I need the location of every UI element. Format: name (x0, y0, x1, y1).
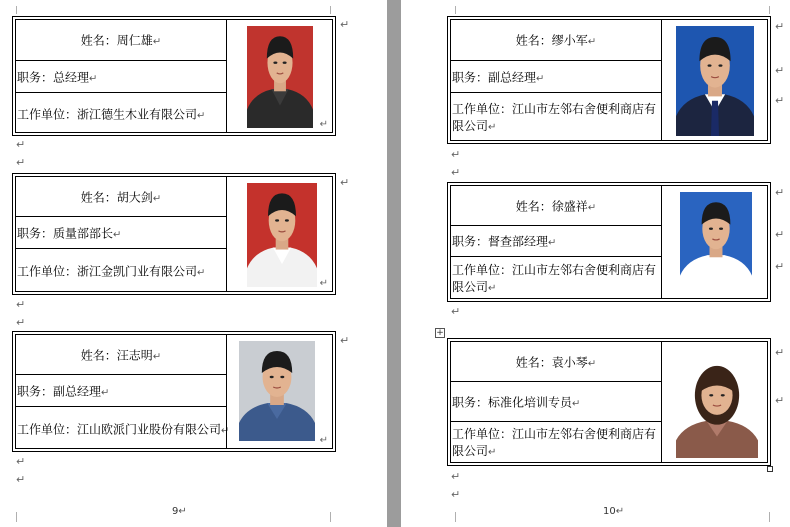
paragraph-mark: ↵ (587, 202, 597, 213)
cell-end-mark: ↵ (319, 119, 328, 130)
paragraph-mark: ↵ (488, 447, 497, 458)
cell-end-mark: ↵ (319, 435, 328, 446)
paragraph-mark: ↵ (152, 351, 162, 362)
paragraph-mark: ↵ (16, 316, 26, 329)
paragraph-mark: ↵ (16, 156, 26, 169)
person-duty[interactable]: 职务：标准化培训专员 (452, 395, 573, 409)
name-row (451, 186, 661, 226)
person-photo[interactable] (676, 360, 758, 458)
person-duty[interactable]: 职务：总经理 (17, 70, 90, 84)
document-page-10 (401, 0, 790, 527)
person-name[interactable]: 姓名：袁小琴 (515, 355, 588, 369)
person-unit[interactable]: 工作单位：江山市左邻右舍便利商店有限公司 (452, 427, 657, 458)
person-photo[interactable] (247, 183, 317, 287)
table-resize-handle[interactable] (767, 466, 773, 472)
eye-left (270, 376, 274, 378)
photo-cell (226, 20, 332, 132)
photo-cell (226, 177, 332, 291)
person-duty[interactable]: 职务：质量部部长 (17, 226, 114, 240)
eye-right (721, 394, 725, 396)
tie-shape (711, 101, 719, 136)
margin-corner-mark (449, 6, 456, 14)
person-photo[interactable] (680, 192, 752, 294)
paragraph-mark: ↵ (197, 267, 206, 279)
page-gap (387, 0, 401, 527)
photo-cell (661, 20, 767, 140)
paragraph-mark: ↵ (775, 64, 785, 77)
duty-row (16, 61, 226, 93)
paragraph-mark: ↵ (451, 305, 461, 318)
photo-cell (661, 186, 767, 298)
unit-row (16, 93, 226, 134)
document-page-9 (0, 0, 387, 527)
paragraph-mark: ↵ (340, 18, 350, 31)
margin-corner-mark (330, 512, 337, 522)
paragraph-mark: ↵ (775, 186, 785, 199)
unit-row (16, 407, 230, 450)
paragraph-mark: ↵ (775, 94, 785, 107)
name-row (451, 342, 661, 382)
duty-row (16, 217, 226, 249)
paragraph-mark: ↵ (775, 260, 785, 273)
margin-corner-mark (10, 6, 17, 14)
portrait-photo (680, 192, 752, 294)
profile-card (12, 331, 336, 452)
eye-right (719, 228, 723, 230)
name-row (16, 335, 226, 375)
margin-corner-mark (330, 6, 337, 14)
paragraph-mark: ↵ (775, 228, 785, 241)
paragraph-mark: ↵ (775, 346, 785, 359)
person-name[interactable]: 姓名：徐盛祥 (515, 199, 588, 213)
paragraph-mark: ↵ (775, 20, 785, 33)
person-unit[interactable]: 工作单位：江山欧派门业股份有限公司 (17, 422, 222, 436)
paragraph-mark: ↵ (488, 283, 497, 294)
paragraph-mark: ↵ (536, 73, 545, 84)
eye-right (718, 64, 722, 66)
profile-card (447, 182, 771, 302)
eye-right (280, 376, 284, 378)
eye-left (709, 228, 713, 230)
person-name[interactable]: 姓名：周仁雄 (80, 33, 153, 48)
paragraph-mark: ↵ (572, 398, 581, 409)
name-row (451, 20, 661, 61)
portrait-photo (239, 341, 315, 441)
person-photo[interactable] (676, 26, 754, 136)
paragraph-mark: ↵ (340, 334, 350, 347)
paragraph-mark: ↵ (197, 110, 206, 121)
paragraph-mark: ↵ (451, 148, 461, 161)
paragraph-mark: ↵ (16, 138, 26, 151)
margin-corner-mark (769, 512, 776, 522)
paragraph-mark: ↵ (16, 298, 26, 311)
paragraph-mark: ↵ (152, 193, 162, 204)
duty-row (451, 382, 661, 422)
paragraph-mark: ↵ (101, 387, 110, 398)
paragraph-mark: ↵ (89, 73, 98, 84)
margin-corner-mark (769, 6, 776, 14)
paragraph-mark: ↵ (178, 506, 187, 517)
profile-card (12, 173, 336, 295)
paragraph-mark: ↵ (587, 36, 597, 48)
person-name[interactable]: 姓名：汪志明 (80, 348, 153, 362)
profile-card (447, 16, 771, 144)
duty-row (451, 226, 661, 257)
paragraph-mark: ↵ (221, 425, 230, 436)
photo-cell (661, 342, 767, 462)
paragraph-mark: ↵ (615, 506, 625, 517)
paragraph-mark: ↵ (16, 473, 26, 486)
paragraph-mark: ↵ (16, 455, 26, 468)
profile-card (447, 338, 771, 466)
paragraph-mark: ↵ (451, 166, 461, 179)
paragraph-mark: ↵ (451, 488, 461, 501)
person-photo[interactable] (239, 341, 315, 441)
person-photo[interactable] (247, 26, 313, 128)
duty-row (451, 61, 661, 93)
person-duty[interactable]: 职务：副总经理 (17, 384, 102, 398)
paragraph-mark: ↵ (548, 237, 557, 249)
unit-row (16, 249, 226, 293)
person-unit[interactable]: 工作单位：江山市左邻右舍便利商店有限公司 (452, 102, 657, 133)
page-number: 9 (172, 506, 179, 517)
portrait-photo (676, 26, 754, 136)
paragraph-mark: ↵ (152, 36, 162, 48)
person-name[interactable]: 姓名：胡大剑 (80, 190, 153, 204)
eye-right (285, 219, 289, 221)
person-duty[interactable]: 职务：副总经理 (452, 70, 537, 84)
photo-cell (226, 335, 332, 448)
paragraph-mark: ↵ (775, 394, 785, 407)
paragraph-mark: ↵ (587, 358, 597, 369)
paragraph-mark: ↵ (451, 470, 461, 483)
eye-left (273, 62, 277, 64)
unit-row (451, 93, 661, 142)
person-unit[interactable]: 工作单位：浙江金凯门业有限公司 (17, 264, 198, 279)
margin-corner-mark (449, 512, 456, 522)
duty-row (16, 375, 226, 407)
eye-left (708, 64, 712, 66)
paragraph-mark: ↵ (340, 176, 350, 189)
portrait-photo (247, 26, 313, 128)
eye-right (283, 62, 287, 64)
paragraph-mark: ↵ (113, 229, 122, 240)
margin-corner-mark (10, 512, 17, 522)
unit-row (451, 257, 661, 300)
page-number: 10 (603, 506, 616, 517)
profile-card (12, 16, 336, 136)
person-unit[interactable]: 工作单位：浙江德生木业有限公司 (17, 107, 198, 121)
unit-row (451, 422, 661, 464)
eye-left (709, 394, 713, 396)
paragraph-mark: ↵ (488, 122, 497, 133)
eye-left (275, 219, 279, 221)
person-duty[interactable]: 职务：督查部经理 (452, 234, 549, 249)
portrait-photo (247, 183, 317, 287)
name-row (16, 20, 226, 61)
person-name[interactable]: 姓名：缪小军 (515, 33, 588, 48)
cell-end-mark: ↵ (319, 278, 328, 289)
portrait-photo (676, 360, 758, 458)
table-move-handle-icon[interactable]: + (436, 328, 444, 338)
person-unit[interactable]: 工作单位：江山市左邻右舍便利商店有限公司 (452, 263, 657, 294)
name-row (16, 177, 226, 217)
